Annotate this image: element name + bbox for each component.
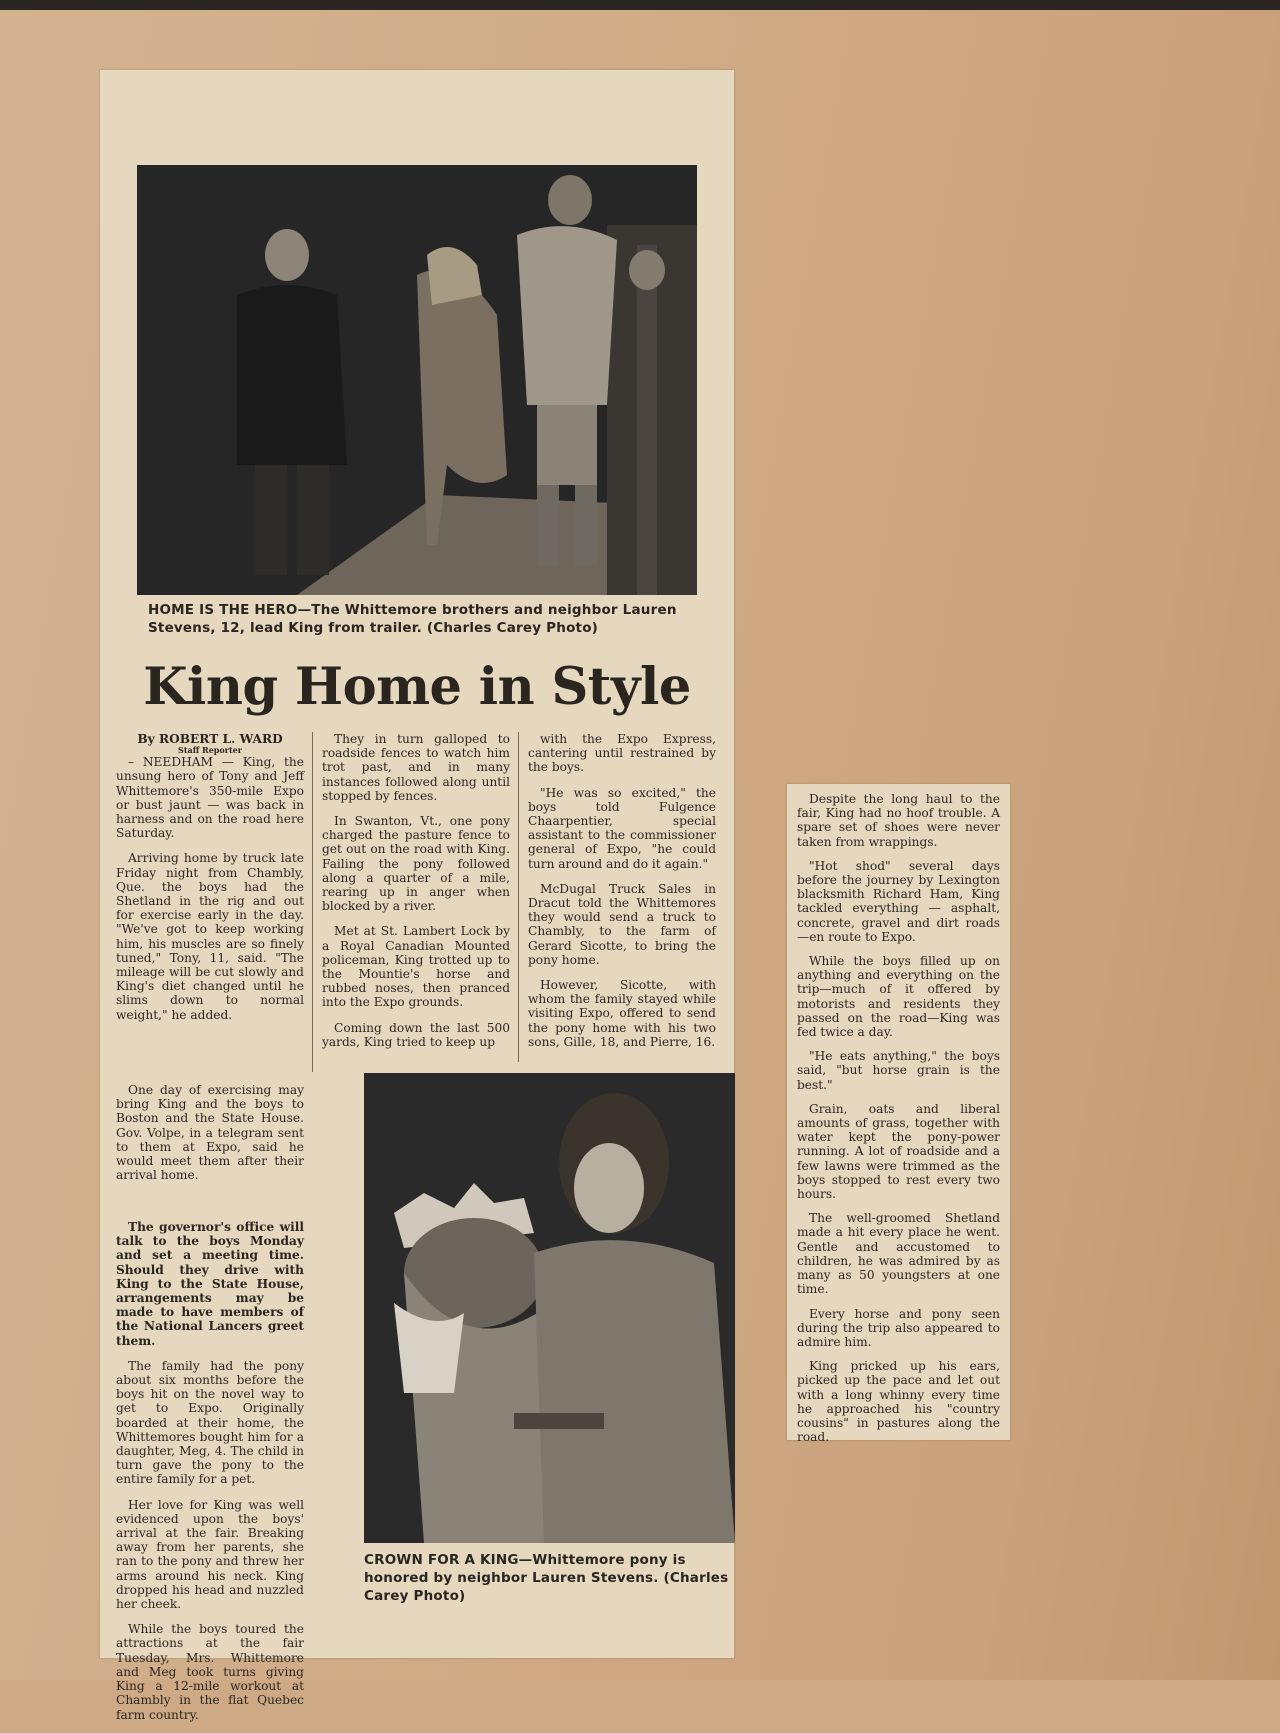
- paragraph: "Hot shod" several days before the journey by Lexington blacksmith Richard Ham, King tackled everything — asphalt, concrete, gravel and dirt roads—en route to Expo.: [797, 858, 1000, 944]
- article-column-1: [116, 732, 304, 1033]
- paragraph: Coming down the last 500 yards, King tried to keep up: [322, 1020, 510, 1049]
- photo-boys-leading-pony: [137, 165, 697, 595]
- paragraph: Arriving home by truck late Friday night from Chambly, Que. the boys had the Shetland in the rig and out for exercise early in the day. "We've got to keep working him, his muscles are so finely tuned," Tony, 11, said. "The mileage will be cut slowly and King's diet changed until he slims down to normal weight," he added.: [116, 851, 304, 1022]
- paragraph: King pricked up his ears, picked up the pace and let out with a long whinny every time he approached his "country cousins" in pastures along the road.: [797, 1359, 1000, 1445]
- paragraph: "He eats anything," the boys said, "but horse grain is the best.": [797, 1049, 1000, 1092]
- bold-paragraph: The governor's office will talk to the boys Monday and set a meeting time. Should they drive with King to the State House, arrangements may be made to have members of the National Lancers greet them.: [116, 1220, 304, 1348]
- byline: By ROBERT L. WARD: [137, 732, 283, 746]
- paragraph: with the Expo Express, cantering until restrained by the boys.: [528, 732, 716, 775]
- photo-top-illustration: [137, 165, 697, 595]
- paragraph: While the boys filled up on anything and everything on the trip—much of it offered by motorists and residents they passed on the road—King was fed twice a day.: [797, 954, 1000, 1040]
- byline-role: Staff Reporter: [178, 745, 242, 756]
- paragraph: One day of exercising may bring King and the boys to Boston and the State House. Gov. Volpe, in a telegram sent to them at Expo, said he would meet them after their arrival home.: [116, 1083, 304, 1183]
- column-rule: [312, 732, 313, 1072]
- article-column-2: [322, 732, 510, 1060]
- photo-top-caption: HOME IS THE HERO—The Whittemore brothers and neighbor Lauren Stevens, 12, lead King from trailer. (Charles Carey Photo): [148, 602, 677, 636]
- photo-bottom-caption: CROWN FOR A KING—Whittemore pony is honored by neighbor Lauren Stevens. (Charles Carey Photo): [364, 1552, 729, 1604]
- paragraph: McDugal Truck Sales in Dracut told the Whittemores they would send a truck to Chambly, to the farm of Gerard Sicotte, to bring the pony home.: [528, 881, 716, 967]
- paragraph: However, Sicotte, with whom the family stayed while visiting Expo, offered to send the pony home with his two sons, Gille, 18, and Pierre, 16.: [528, 978, 716, 1049]
- headline: King Home in Style: [143, 657, 691, 717]
- paragraph: Grain, oats and liberal amounts of grass, together with water kept the pony-power running. A lot of roadside and a few lawns were trimmed as the boys stopped to rest every two hours.: [797, 1101, 1000, 1202]
- paragraph: – NEEDHAM — King, the unsung hero of Tony and Jeff Whittemore's 350-mile Expo or bust jaunt — was back in harness and on the road here Saturday.: [116, 755, 304, 841]
- article-column-3: [528, 732, 716, 1060]
- paragraph: The well-groomed Shetland made a hit every place he went. Gentle and accustomed to children, he was admired by as many as 50 youngsters at one time.: [797, 1211, 1000, 1297]
- paragraph: Every horse and pony seen during the trip also appeared to admire him.: [797, 1306, 1000, 1349]
- paragraph: Met at St. Lambert Lock by a Royal Canadian Mounted policeman, King trotted up to the Mountie's horse and rubbed noses, then pranced into the Expo grounds.: [322, 924, 510, 1010]
- photo-boy-crowning-pony: [364, 1073, 735, 1543]
- paragraph: "He was so excited," the boys told Fulgence Chaarpentier, special assistant to the commissioner general of Expo, "he could turn around and do it again.": [528, 785, 716, 871]
- newspaper-clipping-main: [100, 70, 734, 1722]
- article-column-1-continued: [116, 1083, 304, 1193]
- scan-top-border: [0, 0, 1280, 10]
- paragraph: They in turn galloped to roadside fences to watch him trot past, and in many instances followed along until stopped by fences.: [322, 732, 510, 803]
- paragraph: While the boys toured the attractions at the fair Tuesday, Mrs. Whittemore and Meg took turns giving King a 12-mile workout at Chambly in the flat Quebec farm country.: [116, 1622, 304, 1722]
- column-rule: [518, 732, 519, 1062]
- photo-bottom-illustration: [364, 1073, 735, 1543]
- newspaper-clipping-side: [787, 784, 1010, 1445]
- paragraph: In Swanton, Vt., one pony charged the pasture fence to get out on the road with King. Failing the pony followed along a quarter of a mile, rearing up in anger when blocked by a river.: [322, 814, 510, 914]
- paragraph: The family had the pony about six months before the boys hit on the novel way to get to Expo. Originally boarded at their home, the Whittemores bought him for a daughter, Meg, 4. The child in turn gave the pony to the entire family for a pet.: [116, 1358, 304, 1487]
- paragraph: Despite the long haul to the fair, King had no hoof trouble. A spare set of shoes were never taken from wrappings.: [797, 792, 1000, 849]
- paragraph: Her love for King was well evidenced upon the boys' arrival at the fair. Breaking away from her parents, she ran to the pony and threw her arms around his neck. King dropped his head and nuzzled her cheek.: [116, 1497, 304, 1612]
- article-column-1-lower: [116, 1220, 304, 1733]
